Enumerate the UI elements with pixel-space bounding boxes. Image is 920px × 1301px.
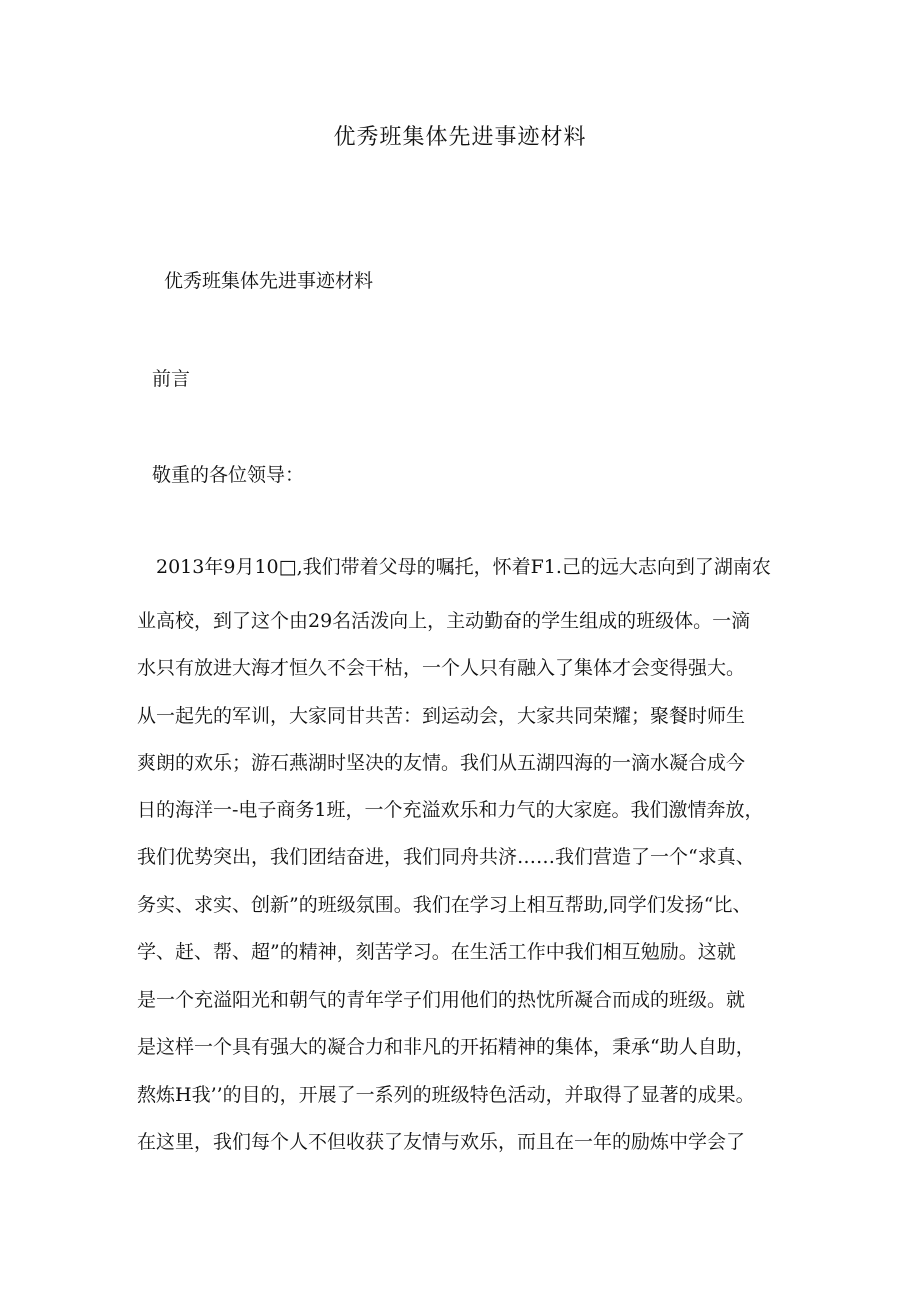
document-subtitle: 优秀班集体先进事迹材料 bbox=[164, 270, 374, 292]
body-text-line: 熬炼H我’’的目的，开展了一系列的班级特色活动，并取得了显著的成果。 bbox=[137, 1084, 755, 1106]
body-text-line: 是一个充溢阳光和朝气的青年学子们用他们的热忱所凝合而成的班级。就 bbox=[137, 989, 746, 1011]
page-title: 优秀班集体先进事迹材料 bbox=[333, 125, 587, 150]
body-text-line: 爽朗的欢乐；游石燕湖时坚决的友情。我们从五湖四海的一滴水凝合成今 bbox=[137, 752, 746, 774]
body-text-line: 2013年9月10□,我们带着父母的嘱托，怀着F1.己的远大志向到了湖南农 bbox=[137, 556, 771, 578]
greeting-line: 敬重的各位领导： bbox=[152, 464, 305, 486]
body-text-line: 从一起先的军训，大家同甘共苦：到运动会，大家共同荣耀；聚餐时师生 bbox=[137, 705, 746, 727]
body-text-line: 日的海洋一-电子商务1班，一个充溢欢乐和力气的大家庭。我们激情奔放， bbox=[137, 799, 764, 821]
body-text-line: 在这里，我们每个人不但收获了友情与欢乐，而且在一年的励炼中学会了 bbox=[137, 1131, 746, 1153]
body-text-line: 学、赶、帮、超”的精神，刻苦学习。在生活工作中我们相互勉励。这就 bbox=[137, 941, 736, 963]
body-text-line: 务实、求实、创新”的班级氛围。我们在学习上相互帮助,同学们发扬“比、 bbox=[137, 894, 752, 916]
body-text-line: 我们优势突出，我们团结奋进，我们同舟共济……我们营造了一个“求真、 bbox=[137, 846, 755, 868]
body-text-line: 水只有放进大海才恒久不会干枯，一个人只有融入了集体才会变得强大。 bbox=[137, 657, 746, 679]
body-text-line: 业高校，到了这个由29名活泼向上，主动勤奋的学生组成的班级体。一滴 bbox=[137, 610, 751, 632]
preface-heading: 前言 bbox=[152, 368, 191, 390]
body-text-line: 是这样一个具有强大的凝合力和非凡的开拓精神的集体，秉承“助人自助， bbox=[137, 1036, 755, 1058]
